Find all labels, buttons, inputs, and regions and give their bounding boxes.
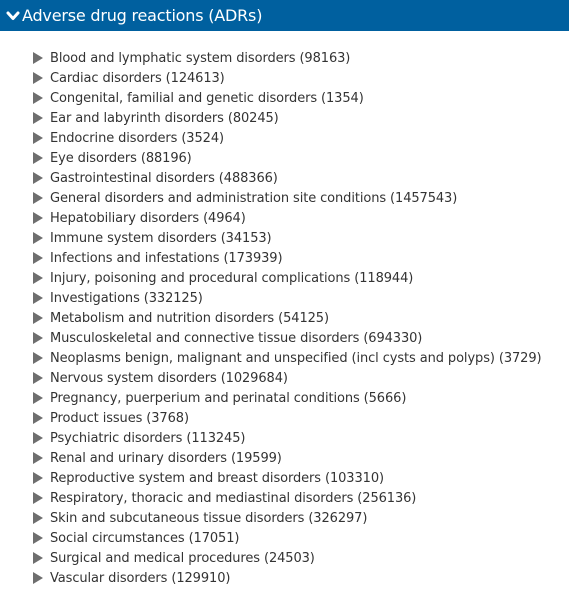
- triangle-right-icon: [32, 551, 44, 565]
- tree-item-label: Surgical and medical procedures (24503): [50, 550, 315, 566]
- triangle-right-icon: [32, 331, 44, 345]
- triangle-right-icon: [32, 491, 44, 505]
- tree-item-label: Psychiatric disorders (113245): [50, 430, 246, 446]
- tree-item-label: Skin and subcutaneous tissue disorders (326297): [50, 510, 368, 526]
- triangle-right-icon: [32, 571, 44, 585]
- tree-item-label: Ear and labyrinth disorders (80245): [50, 110, 279, 126]
- tree-item[interactable]: [0, 448, 569, 468]
- chevron-down-icon: [6, 9, 20, 23]
- panel-title: Adverse drug reactions (ADRs): [22, 6, 263, 25]
- tree-item[interactable]: [0, 468, 569, 488]
- triangle-right-icon: [32, 71, 44, 85]
- triangle-right-icon: [32, 431, 44, 445]
- tree-item[interactable]: [0, 348, 569, 368]
- tree-item[interactable]: [0, 388, 569, 408]
- triangle-right-icon: [32, 391, 44, 405]
- tree-item-label: Vascular disorders (129910): [50, 570, 231, 586]
- triangle-right-icon: [32, 211, 44, 225]
- tree-item[interactable]: [0, 488, 569, 508]
- tree-item-label: Musculoskeletal and connective tissue disorders (694330): [50, 330, 423, 346]
- tree-item[interactable]: [0, 528, 569, 548]
- triangle-right-icon: [32, 51, 44, 65]
- triangle-right-icon: [32, 531, 44, 545]
- tree-item-label: Social circumstances (17051): [50, 530, 240, 546]
- tree-item[interactable]: [0, 328, 569, 348]
- tree-item[interactable]: [0, 148, 569, 168]
- tree-item-label: Product issues (3768): [50, 410, 189, 426]
- tree-item-label: Gastrointestinal disorders (488366): [50, 170, 278, 186]
- triangle-right-icon: [32, 251, 44, 265]
- tree-item[interactable]: [0, 368, 569, 388]
- tree-item[interactable]: [0, 208, 569, 228]
- tree-item-label: Nervous system disorders (1029684): [50, 370, 288, 386]
- tree-item-label: Investigations (332125): [50, 290, 203, 306]
- tree-item[interactable]: [0, 268, 569, 288]
- triangle-right-icon: [32, 191, 44, 205]
- triangle-right-icon: [32, 171, 44, 185]
- tree-item[interactable]: [0, 308, 569, 328]
- tree-item-label: Eye disorders (88196): [50, 150, 192, 166]
- tree-item-label: Injury, poisoning and procedural complications (118944): [50, 270, 414, 286]
- triangle-right-icon: [32, 271, 44, 285]
- tree-item-label: Respiratory, thoracic and mediastinal disorders (256136): [50, 490, 417, 506]
- triangle-right-icon: [32, 231, 44, 245]
- tree-item[interactable]: [0, 228, 569, 248]
- triangle-right-icon: [32, 451, 44, 465]
- triangle-right-icon: [32, 311, 44, 325]
- triangle-right-icon: [32, 151, 44, 165]
- tree-item[interactable]: [0, 508, 569, 528]
- tree-item-label: Pregnancy, puerperium and perinatal conditions (5666): [50, 390, 407, 406]
- triangle-right-icon: [32, 411, 44, 425]
- tree-item-label: Infections and infestations (173939): [50, 250, 283, 266]
- tree-item-label: Hepatobiliary disorders (4964): [50, 210, 246, 226]
- adr-category-list: [0, 48, 569, 588]
- tree-item[interactable]: [0, 188, 569, 208]
- tree-item[interactable]: [0, 128, 569, 148]
- tree-item-label: Blood and lymphatic system disorders (98163): [50, 50, 351, 66]
- tree-item-label: Reproductive system and breast disorders (103310): [50, 470, 384, 486]
- tree-item[interactable]: [0, 408, 569, 428]
- tree-item-label: Cardiac disorders (124613): [50, 70, 225, 86]
- tree-item[interactable]: [0, 548, 569, 568]
- tree-item-label: Endocrine disorders (3524): [50, 130, 224, 146]
- tree-item[interactable]: [0, 288, 569, 308]
- triangle-right-icon: [32, 111, 44, 125]
- triangle-right-icon: [32, 471, 44, 485]
- tree-item-label: General disorders and administration site conditions (1457543): [50, 190, 458, 206]
- triangle-right-icon: [32, 511, 44, 525]
- tree-item[interactable]: [0, 108, 569, 128]
- tree-item-label: Immune system disorders (34153): [50, 230, 272, 246]
- tree-item[interactable]: [0, 48, 569, 68]
- triangle-right-icon: [32, 371, 44, 385]
- tree-item[interactable]: [0, 88, 569, 108]
- triangle-right-icon: [32, 131, 44, 145]
- triangle-right-icon: [32, 351, 44, 365]
- tree-item[interactable]: [0, 568, 569, 588]
- adr-panel-header[interactable]: [0, 0, 569, 31]
- tree-item[interactable]: [0, 248, 569, 268]
- triangle-right-icon: [32, 291, 44, 305]
- tree-item[interactable]: [0, 168, 569, 188]
- tree-item-label: Renal and urinary disorders (19599): [50, 450, 282, 466]
- tree-item-label: Neoplasms benign, malignant and unspecified (incl cysts and polyps) (3729): [50, 350, 542, 366]
- tree-item-label: Metabolism and nutrition disorders (54125): [50, 310, 329, 326]
- tree-item[interactable]: [0, 68, 569, 88]
- tree-item-label: Congenital, familial and genetic disorders (1354): [50, 90, 364, 106]
- triangle-right-icon: [32, 91, 44, 105]
- tree-item[interactable]: [0, 428, 569, 448]
